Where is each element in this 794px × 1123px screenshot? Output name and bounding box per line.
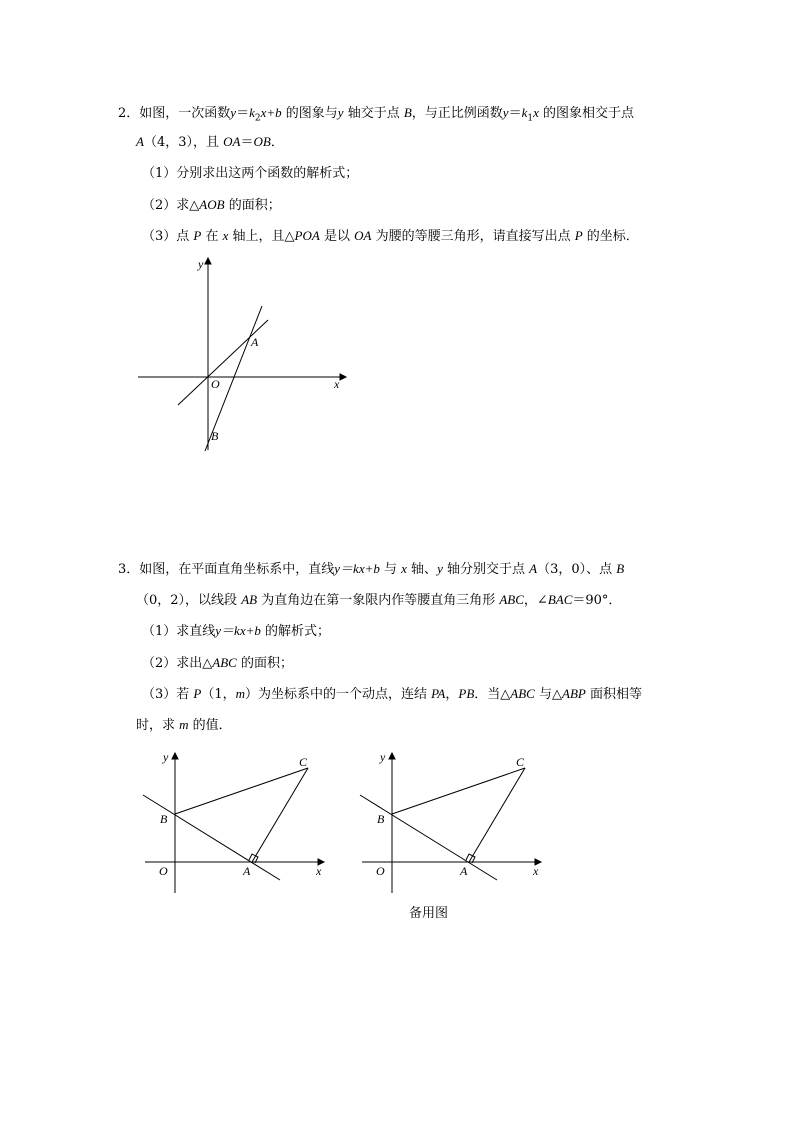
q3b-y-arrow-icon <box>389 753 395 759</box>
q3-label-B: B <box>160 812 168 826</box>
q3-sub-2: （2）求出△ABC 的面积； <box>142 655 293 671</box>
q3-label-y: y <box>163 750 169 764</box>
q3-label-O: O <box>159 864 168 878</box>
q2-line-2: A（4，3），且 OA＝OB． <box>136 134 284 150</box>
q2-line-1: 2．如图，一次函数$y=k_2x+b$ 的图象与y 轴交于点 B，与正比例函数$y=k_1x$ 的图象相交于点 <box>118 105 635 124</box>
q2-label-A: A <box>251 335 259 349</box>
q3b-label-B: B <box>377 812 385 826</box>
q3-figure-main <box>135 745 335 895</box>
q2-figure <box>130 250 360 460</box>
backup-figure-caption: 备用图 <box>409 906 449 921</box>
q3-segment-AC <box>252 768 308 862</box>
q3-sub-3: （3）若 P（1，m）为坐标系中的一个动点，连结 PA，PB．当△ABC 与△ABP 面积相等 <box>142 686 642 702</box>
q2-x-arrow-icon <box>340 374 346 380</box>
q3b-segment-AC <box>469 768 525 862</box>
q2-label-y: y <box>198 257 204 271</box>
q3-line-2: （0，2），以线段 AB 为直角边在第一象限内作等腰直角三角形 ABC，∠BAC＝90°． <box>136 592 622 608</box>
q2-sub-3: （3）点 P 在 x 轴上，且△POA 是以 OA 为腰的等腰三角形，请直接写出点 P 的坐标． <box>142 228 639 244</box>
q2-label-x: x <box>334 377 340 391</box>
q2-label-B: B <box>211 429 219 443</box>
q3-sub-3-cont: 时，求 m 的值． <box>136 717 232 733</box>
q3-sub-1: （1）求直线y＝kx+b 的解析式； <box>142 623 331 639</box>
q3b-label-y: y <box>380 750 386 764</box>
q3-line-1: 3．如图，在平面直角坐标系中，直线y＝kx+b 与 x 轴、y 轴分别交于点 A（3，0）、点 B <box>118 561 625 577</box>
q3-y-arrow-icon <box>172 753 178 759</box>
q3-label-C: C <box>299 755 308 769</box>
q2-label-O: O <box>211 377 220 391</box>
q3-segment-BC <box>175 768 308 814</box>
q3b-label-A: A <box>460 864 468 878</box>
q3b-label-O: O <box>376 864 385 878</box>
q3-label-x: x <box>316 864 322 878</box>
q3-figure-backup <box>352 745 552 895</box>
q2-y-arrow-icon <box>205 258 211 264</box>
q3b-label-x: x <box>533 864 539 878</box>
q2-sub-2: （2）求△AOB 的面积； <box>142 197 281 213</box>
q3b-segment-BC <box>392 768 525 814</box>
q2-line-k1x <box>178 320 268 405</box>
q2-sub-1: （1）分别求出这两个函数的解析式； <box>142 166 359 181</box>
q3b-label-C: C <box>516 755 525 769</box>
q3-label-A: A <box>243 864 251 878</box>
